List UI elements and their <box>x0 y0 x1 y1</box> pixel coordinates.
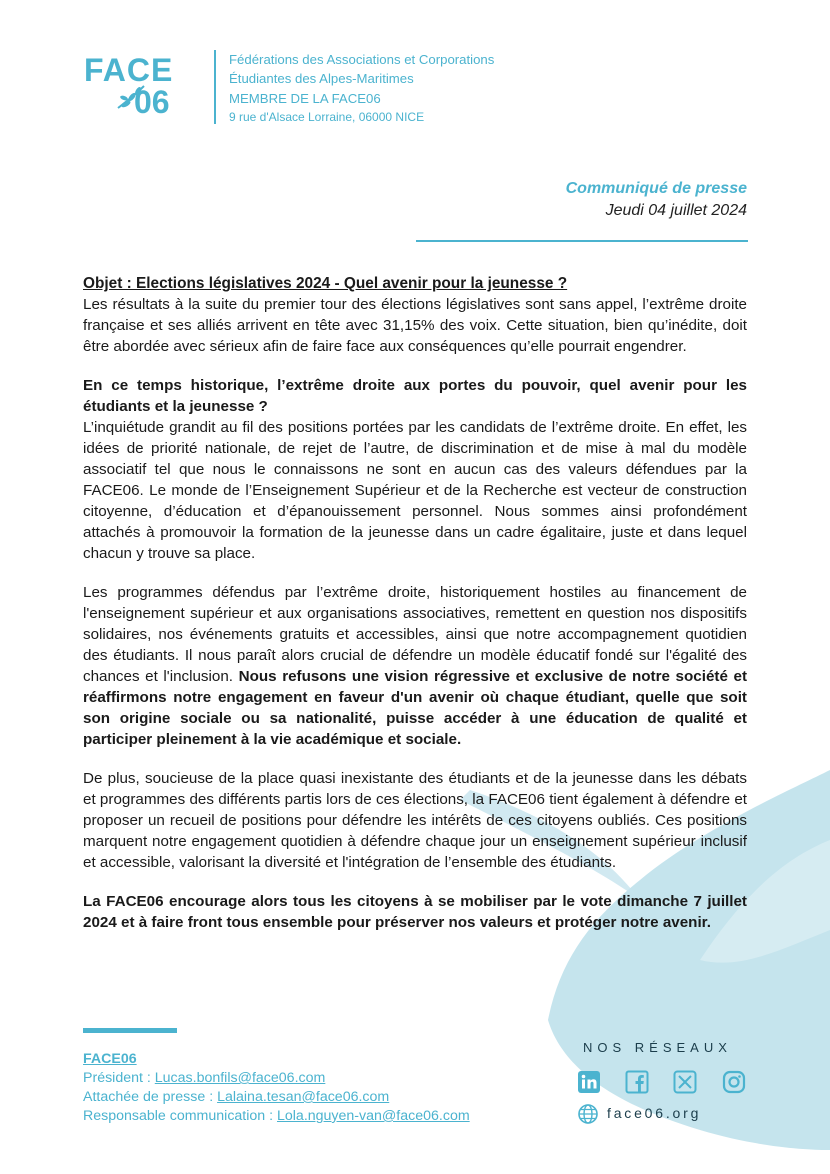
paragraph-2: L’inquiétude grandit au fil des positions portées par les candidats de l’extrême droite. En effet, les idées de priorité nationale, de rejet de l’autre, de discrimination et de mise à mal du modèle associatif tel que nous le connaissons ne sont en aucun cas des valeurs défendues par la FACE06. Le monde de l’Enseignement Supérieur et de la Recherche est vecteur de construction citoyenne, d’éducation et d’épanouissement personnel. Nous sommes ainsi profondément attachés à promouvoir la formation de la jeunesse dans un cadre égalitaire, juste et dans lequel chacun y trouve sa place. <box>83 419 747 562</box>
footer-org-name[interactable]: FACE06 <box>83 1051 137 1067</box>
contact-role: Président : <box>83 1070 155 1086</box>
header-organization-info <box>229 50 494 127</box>
header-divider <box>214 50 216 124</box>
paragraph-3-bold: Nous refusons une vision régressive et exclusive de notre société et réaffirmons notre engagement en faveur d'un avenir où chaque étudiant, quelle que soit son origine sociale ou sa nationalité, puisse accéder à une éducation de qualité et participer pleinement à la vie académique et sociale. <box>83 668 747 748</box>
press-date: Jeudi 04 juillet 2024 <box>605 202 747 219</box>
contact-press-attache <box>83 1088 470 1107</box>
paragraph-1: Les résultats à la suite du premier tour des élections législatives sont sans appel, l’extrême droite française et ses alliés arrivent en tête avec 31,15% des voix. Cette situation, bien qu’inédite, doit être abordée avec sérieux afin de faire face aux conséquences qu’elle pourrait engendrer. <box>83 296 747 355</box>
globe-icon <box>577 1103 599 1125</box>
contact-email-link[interactable]: Lola.nguyen-van@face06.com <box>277 1108 470 1124</box>
header-line-1: Fédérations des Associations et Corporations <box>229 52 495 67</box>
contact-president <box>83 1069 470 1088</box>
header-line-2: Étudiantes des Alpes-Maritimes <box>229 71 414 87</box>
facebook-icon[interactable] <box>625 1070 649 1094</box>
website-link[interactable]: face06.org <box>607 1105 702 1121</box>
press-divider <box>416 240 748 242</box>
paragraph-3-text: Les programmes défendus par l’extrême droite, historiquement hostiles au financement de l'enseignement supérieur et aux organisations associatives, remettent en question nos dispositifs solidaires, nos événements gratuits et accessibles, ainsi que notre accompagnement quotidien des étudiants. Il nous paraît alors crucial de défendre un modèle éducatif fondé sur l'égalité des chances et l'inclusion. <box>83 584 747 685</box>
linkedin-icon[interactable] <box>577 1070 601 1094</box>
paragraph-3 <box>83 582 747 750</box>
press-release-block <box>566 178 747 222</box>
paragraph-2-heading: En ce temps historique, l’extrême droite aux portes du pouvoir, quel avenir pour les étudiants et la jeunesse ? <box>83 377 747 415</box>
press-release-body <box>83 273 747 933</box>
logo-word: FACE <box>84 52 174 88</box>
paragraph-5: La FACE06 encourage alors tous les citoyens à se mobiliser par le vote dimanche 7 juillet 2024 et à faire front tous ensemble pour préserver nos valeurs et protéger notre avenir. <box>83 893 747 931</box>
instagram-icon[interactable] <box>722 1070 746 1094</box>
x-icon[interactable] <box>673 1070 697 1094</box>
logo-number: 06 <box>134 84 170 120</box>
face06-logo <box>80 52 198 122</box>
social-networks <box>575 1038 750 1128</box>
footer-divider <box>83 1028 177 1033</box>
contact-role: Attachée de presse : <box>83 1089 218 1105</box>
header-line-3: MEMBRE DE LA FACE06 <box>229 90 381 106</box>
paragraph-4: De plus, soucieuse de la place quasi inexistante des étudiants et de la jeunesse dans les débats et programmes des différents partis lors de ces élections, la FACE06 tient également à défendre et proposer un recueil de positions pour défendre les intérêts de ces citoyens oubliés. Ces positions marquent notre engagement quotidien à défendre chaque jour un enseignement supérieur inclusif et accessible, valorisant la diversité et l'intégration de l’ensemble des étudiants. <box>83 770 747 871</box>
footer-contacts <box>83 1050 470 1126</box>
header-address: 9 rue d'Alsace Lorraine, 06000 NICE <box>229 109 425 124</box>
socials-title: NOS RÉSEAUX <box>583 1040 732 1055</box>
subject-line: Objet : Elections législatives 2024 - Quel avenir pour la jeunesse ? <box>83 275 568 292</box>
contact-email-link[interactable]: Lucas.bonfils@face06.com <box>154 1070 326 1086</box>
press-label: Communiqué de presse <box>565 180 747 197</box>
contact-communication <box>83 1107 470 1126</box>
contact-role: Responsable communication : <box>83 1108 277 1124</box>
contact-email-link[interactable]: Lalaina.tesan@face06.com <box>217 1089 390 1105</box>
